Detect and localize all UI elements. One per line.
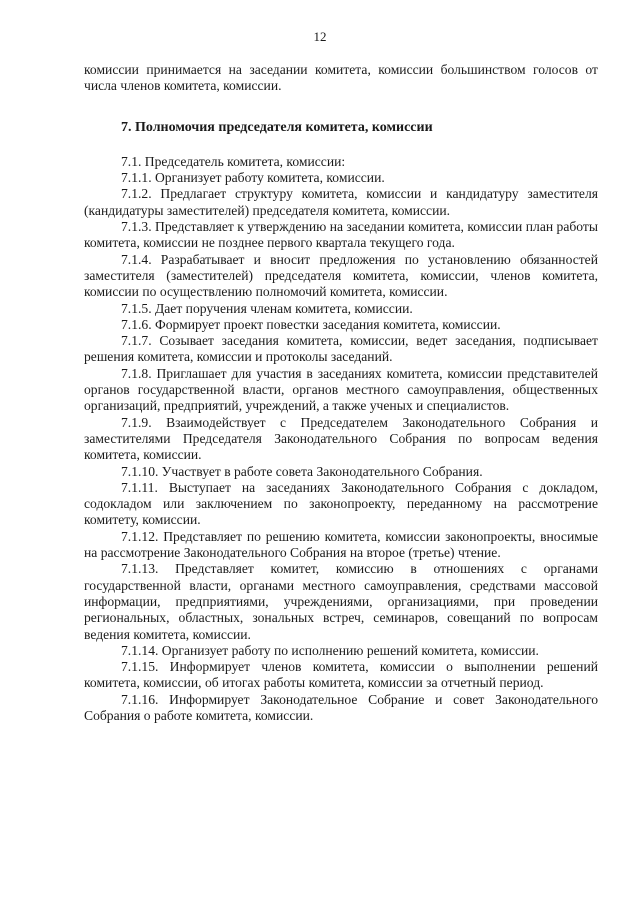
paragraph-7-1-5: 7.1.5. Дает поручения членам комитета, комиссии. (121, 300, 413, 316)
paragraph-7-1-10: 7.1.10. Участвует в работе совета Законодательного Собрания. (121, 463, 483, 479)
paragraph-7-1-3: 7.1.3. Представляет к утверждению на заседании комитета, комиссии план работы комитета, комиссии не позднее первого квартала текущего года. (84, 219, 598, 251)
paragraph-7-1-16: 7.1.16. Информирует Законодательное Собрание и совет Законодательного Собрания о работе комитета, комиссии. (84, 691, 598, 723)
paragraph-7-1-15: 7.1.15. Информирует членов комитета, комиссии о выполнении решений комитета, комиссии, об итогах работы комитета, комиссии за отчетный период. (84, 659, 598, 691)
paragraph-7-1-4: 7.1.4. Разрабатывает и вносит предложения по установлению обязанностей заместителя (заместителей) председателя комитета, комиссии, членов комитета, комиссии по осуществлению полномочий комитета, комиссии. (84, 251, 598, 300)
paragraph-7-1-11: 7.1.11. Выступает на заседаниях Законодательного Собрания с докладом, содокладом или заключением по законопроекту, переданному на рассмотрение комитету, комиссии. (84, 479, 598, 528)
intro-paragraph: комиссии принимается на заседании комитета, комиссии большинством голосов от числа членов комитета, комиссии. (84, 62, 598, 94)
paragraph-7-1-8: 7.1.8. Приглашает для участия в заседаниях комитета, комиссии представителей органов государственной власти, органов местного самоуправления, общественных организаций, предприятий, учреждений, а также ученых и специалистов. (84, 365, 598, 414)
paragraph-7-1-9: 7.1.9. Взаимодействует с Председателем Законодательного Собрания и заместителями Председателя Законодательного Собрания по вопросам ведения комитета, комиссии. (84, 414, 598, 463)
paragraph-7-1-13: 7.1.13. Представляет комитет, комиссию в отношениях с органами государственной власти, органами местного самоуправления, средствами массовой информации, предприятиями, учреждениями, организациями, при проведении региональных, областных, зональных встреч, семинаров, совещаний по вопросам ведения комитета, комиссии. (84, 561, 598, 642)
page-number: 12 (313, 29, 327, 44)
section-heading: 7. Полномочия председателя комитета, комиссии (121, 119, 433, 135)
paragraph-7-1: 7.1. Председатель комитета, комиссии: (121, 153, 346, 169)
paragraph-7-1-2: 7.1.2. Предлагает структуру комитета, комиссии и кандидатуру заместителя (кандидатуры заместителей) председателя комитета, комиссии. (84, 186, 598, 218)
paragraph-7-1-14: 7.1.14. Организует работу по исполнению решений комитета, комиссии. (121, 642, 539, 658)
paragraph-7-1-7: 7.1.7. Созывает заседания комитета, комиссии, ведет заседания, подписывает решения комитета, комиссии и протоколы заседаний. (84, 333, 598, 365)
document-body (84, 62, 598, 724)
paragraph-7-1-1: 7.1.1. Организует работу комитета, комиссии. (121, 170, 385, 186)
paragraph-7-1-6: 7.1.6. Формирует проект повестки заседания комитета, комиссии. (121, 316, 501, 332)
paragraph-7-1-12: 7.1.12. Представляет по решению комитета, комиссии законопроекты, вносимые на рассмотрение Законодательного Собрания на второе (третье) чтение. (84, 528, 598, 561)
